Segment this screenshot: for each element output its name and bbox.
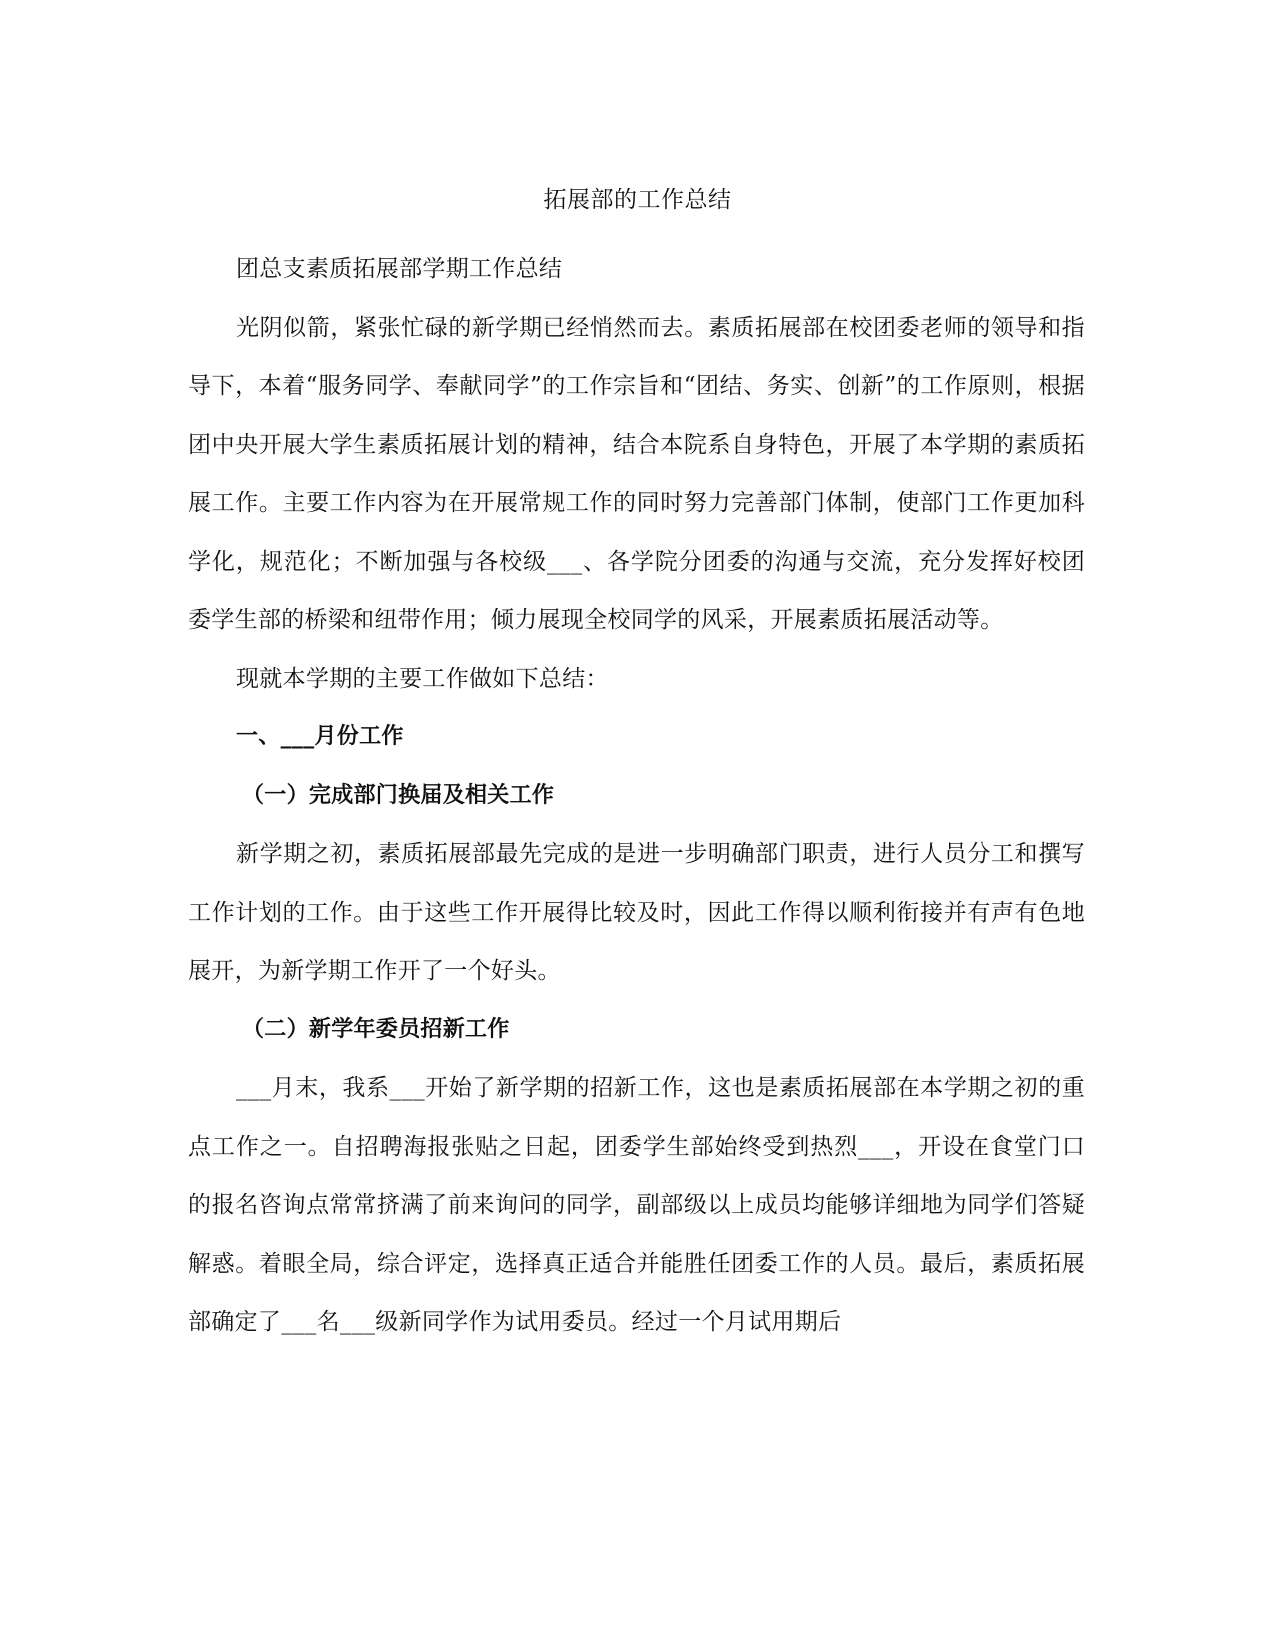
section-heading-1: 一、___月份工作 xyxy=(236,724,404,749)
subsection-1-paragraph: 新学期之初，素质拓展部最先完成的是进一步明确部门职责，进行人员分工和撰写工作计划的工作。由于这些工作开展得比较及时，因此工作得以顺利衔接并有声有色地展开，为新学期工作开了一个好头。 xyxy=(188,841,1085,984)
subsection-heading-2: （二）新学年委员招新工作 xyxy=(242,1016,510,1042)
subsection-heading-1: （一）完成部门换届及相关工作 xyxy=(242,782,555,808)
subsection-2-paragraph: ___月末，我系___开始了新学期的招新工作，这也是素质拓展部在本学期之初的重点工作之一。自招聘海报张贴之日起，团委学生部始终受到热烈___，开设在食堂门口的报名咨询点常常挤满了前来询问的同学，副部级以上成员均能够详细地为同学们答疑解惑。着眼全局，综合评定，选择真正适合并能胜任团委工作的人员。最后，素质拓展部确定了___名___级新同学作为试用委员。经过一个月试用期后 xyxy=(188,1075,1085,1335)
document-body xyxy=(188,240,1085,1352)
summary-lead-paragraph: 现就本学期的主要工作做如下总结： xyxy=(236,665,609,692)
document-title: 拓展部的工作总结 xyxy=(543,187,732,213)
intro-paragraph: 光阴似箭，紧张忙碌的新学期已经悄然而去。素质拓展部在校团委老师的领导和指导下，本着“服务同学、奉献同学”的工作宗旨和“团结、务实、创新”的工作原则，根据团中央开展大学生素质拓展计划的精神，结合本院系自身特色，开展了本学期的素质拓展工作。主要工作内容为在开展常规工作的同时努力完善部门体制，使部门工作更加科学化，规范化；不断加强与各校级___、各学院分团委的沟通与交流，充分发挥好校团委学生部的桥梁和纽带作用；倾力展现全校同学的风采，开展素质拓展活动等。 xyxy=(188,314,1085,633)
document-subtitle: 团总支素质拓展部学期工作总结 xyxy=(236,256,563,282)
